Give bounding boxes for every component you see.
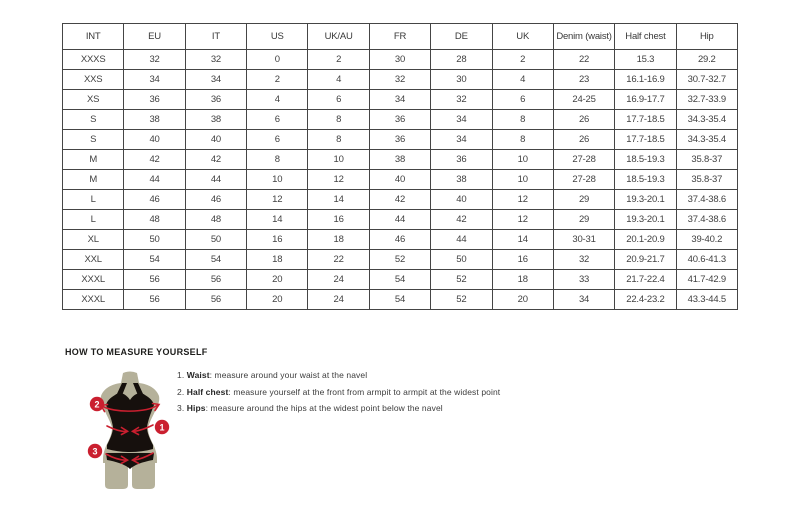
table-cell: 8 xyxy=(492,130,553,150)
table-cell: 22.4-23.2 xyxy=(615,290,676,310)
table-cell: 4 xyxy=(308,70,369,90)
table-cell: 16.9-17.7 xyxy=(615,90,676,110)
table-cell: 54 xyxy=(124,250,185,270)
table-cell: 48 xyxy=(124,210,185,230)
table-cell: 42 xyxy=(369,190,430,210)
table-cell: 43.3-44.5 xyxy=(676,290,737,310)
svg-text:3: 3 xyxy=(92,446,98,457)
table-cell: 52 xyxy=(431,290,492,310)
table-cell: 46 xyxy=(124,190,185,210)
table-row xyxy=(63,90,738,110)
table-cell: 42 xyxy=(185,150,246,170)
table-cell: 29.2 xyxy=(676,50,737,70)
table-cell: 18.5-19.3 xyxy=(615,170,676,190)
column-header: Hip xyxy=(676,24,737,50)
table-cell: S xyxy=(63,130,124,150)
table-cell: 16.1-16.9 xyxy=(615,70,676,90)
column-header: IT xyxy=(185,24,246,50)
table-cell: 44 xyxy=(124,170,185,190)
table-cell: 14 xyxy=(247,210,308,230)
column-header: Half chest xyxy=(615,24,676,50)
table-cell: 6 xyxy=(492,90,553,110)
table-cell: 40 xyxy=(369,170,430,190)
table-cell: 34 xyxy=(124,70,185,90)
table-cell: 19.3-20.1 xyxy=(615,210,676,230)
table-cell: 48 xyxy=(185,210,246,230)
table-cell: 17.7-18.5 xyxy=(615,110,676,130)
table-cell: XXS xyxy=(63,70,124,90)
table-cell: S xyxy=(63,110,124,130)
table-cell: 44 xyxy=(431,230,492,250)
table-cell: 0 xyxy=(247,50,308,70)
table-cell: 40 xyxy=(185,130,246,150)
measure-steps xyxy=(177,370,500,420)
table-cell: M xyxy=(63,170,124,190)
table-cell: 29 xyxy=(553,210,614,230)
table-cell: 44 xyxy=(369,210,430,230)
size-table-header-row xyxy=(63,24,738,50)
table-cell: 38 xyxy=(431,170,492,190)
table-cell: 36 xyxy=(185,90,246,110)
table-cell: 16 xyxy=(492,250,553,270)
table-cell: 2 xyxy=(492,50,553,70)
table-cell: 2 xyxy=(247,70,308,90)
table-cell: 54 xyxy=(369,290,430,310)
table-cell: 17.7-18.5 xyxy=(615,130,676,150)
table-cell: 42 xyxy=(431,210,492,230)
table-cell: 10 xyxy=(492,170,553,190)
table-cell: 32 xyxy=(185,50,246,70)
step-number: 2. xyxy=(177,386,187,397)
table-cell: 56 xyxy=(124,270,185,290)
table-cell: 46 xyxy=(369,230,430,250)
svg-text:1: 1 xyxy=(159,422,165,433)
table-cell: 22 xyxy=(553,50,614,70)
table-cell: 8 xyxy=(308,110,369,130)
table-cell: 26 xyxy=(553,130,614,150)
step-text: : measure yourself at the front from armpit to armpit at the widest point xyxy=(228,386,501,397)
table-cell: 23 xyxy=(553,70,614,90)
table-cell: 6 xyxy=(247,130,308,150)
table-cell: 10 xyxy=(492,150,553,170)
table-cell: 54 xyxy=(185,250,246,270)
column-header: UK xyxy=(492,24,553,50)
table-cell: XXL xyxy=(63,250,124,270)
table-cell: 10 xyxy=(308,150,369,170)
step-text: : measure around the hips at the widest point below the navel xyxy=(205,403,443,413)
step-number: 1. xyxy=(177,370,187,380)
table-cell: 15.3 xyxy=(615,50,676,70)
table-cell: 30 xyxy=(369,50,430,70)
table-cell: XXXL xyxy=(63,270,124,290)
table-cell: 41.7-42.9 xyxy=(676,270,737,290)
column-header: FR xyxy=(369,24,430,50)
table-cell: 18 xyxy=(247,250,308,270)
table-cell: XXXS xyxy=(63,50,124,70)
camisole-body xyxy=(106,393,154,452)
measure-step xyxy=(177,403,500,413)
table-cell: 34 xyxy=(553,290,614,310)
table-cell: 4 xyxy=(492,70,553,90)
table-cell: 40 xyxy=(124,130,185,150)
table-cell: 30-31 xyxy=(553,230,614,250)
column-header: EU xyxy=(124,24,185,50)
table-cell: 38 xyxy=(185,110,246,130)
table-cell: 32 xyxy=(431,90,492,110)
table-row xyxy=(63,130,738,150)
measure-heading: HOW TO MEASURE YOURSELF xyxy=(65,347,208,357)
table-cell: XXXL xyxy=(63,290,124,310)
step-label: Hips xyxy=(186,403,206,413)
table-cell: 12 xyxy=(492,210,553,230)
table-cell: 10 xyxy=(247,170,308,190)
step-text: : measure around your waist at the navel xyxy=(209,370,368,380)
table-cell: 56 xyxy=(124,290,185,310)
table-cell: 20.1-20.9 xyxy=(615,230,676,250)
step-label: Waist xyxy=(186,370,210,380)
table-cell: 26 xyxy=(553,110,614,130)
table-cell: 34 xyxy=(369,90,430,110)
table-cell: 18 xyxy=(308,230,369,250)
table-cell: 34 xyxy=(185,70,246,90)
table-row xyxy=(63,150,738,170)
table-cell: 12 xyxy=(308,170,369,190)
table-cell: 24-25 xyxy=(553,90,614,110)
table-cell: M xyxy=(63,150,124,170)
table-cell: 56 xyxy=(185,290,246,310)
column-header: INT xyxy=(63,24,124,50)
table-cell: 39-40.2 xyxy=(676,230,737,250)
table-cell: 27-28 xyxy=(553,150,614,170)
table-cell: 12 xyxy=(492,190,553,210)
table-cell: 42 xyxy=(124,150,185,170)
table-cell: 40.6-41.3 xyxy=(676,250,737,270)
column-header: UK/AU xyxy=(308,24,369,50)
table-cell: 56 xyxy=(185,270,246,290)
table-cell: 50 xyxy=(185,230,246,250)
measure-step xyxy=(177,370,500,380)
table-row xyxy=(63,270,738,290)
table-cell: 19.3-20.1 xyxy=(615,190,676,210)
table-cell: 34 xyxy=(431,130,492,150)
table-cell: XS xyxy=(63,90,124,110)
table-cell: 8 xyxy=(308,130,369,150)
table-cell: 37.4-38.6 xyxy=(676,190,737,210)
table-cell: 18.5-19.3 xyxy=(615,150,676,170)
table-cell: 14 xyxy=(308,190,369,210)
table-cell: 8 xyxy=(247,150,308,170)
table-row xyxy=(63,170,738,190)
table-cell: 8 xyxy=(492,110,553,130)
svg-text:2: 2 xyxy=(94,399,100,410)
table-row xyxy=(63,70,738,90)
table-cell: 20 xyxy=(247,270,308,290)
table-cell: 34.3-35.4 xyxy=(676,130,737,150)
table-cell: XL xyxy=(63,230,124,250)
table-row xyxy=(63,290,738,310)
table-cell: 20.9-21.7 xyxy=(615,250,676,270)
table-cell: 36 xyxy=(369,130,430,150)
measure-step xyxy=(177,387,500,397)
table-cell: L xyxy=(63,210,124,230)
table-cell: 36 xyxy=(369,110,430,130)
table-row xyxy=(63,50,738,70)
table-row xyxy=(63,230,738,250)
table-row xyxy=(63,190,738,210)
table-cell: 50 xyxy=(431,250,492,270)
table-cell: 36 xyxy=(124,90,185,110)
table-cell: 54 xyxy=(369,270,430,290)
column-header: DE xyxy=(431,24,492,50)
table-cell: 18 xyxy=(492,270,553,290)
table-cell: 6 xyxy=(247,110,308,130)
table-cell: 24 xyxy=(308,290,369,310)
table-cell: 37.4-38.6 xyxy=(676,210,737,230)
badge-chest xyxy=(90,397,104,411)
step-number: 3. xyxy=(177,403,187,413)
mannequin-neck xyxy=(121,372,139,384)
size-table-head xyxy=(63,24,738,50)
table-row xyxy=(63,110,738,130)
table-cell: 36 xyxy=(431,150,492,170)
table-cell: 21.7-22.4 xyxy=(615,270,676,290)
table-cell: 4 xyxy=(247,90,308,110)
table-cell: 35.8-37 xyxy=(676,170,737,190)
table-cell: 34 xyxy=(431,110,492,130)
table-cell: 44 xyxy=(185,170,246,190)
table-cell: 32 xyxy=(369,70,430,90)
table-cell: L xyxy=(63,190,124,210)
table-cell: 28 xyxy=(431,50,492,70)
table-cell: 20 xyxy=(247,290,308,310)
table-cell: 16 xyxy=(308,210,369,230)
table-cell: 52 xyxy=(431,270,492,290)
table-cell: 16 xyxy=(247,230,308,250)
column-header: Denim (waist) xyxy=(553,24,614,50)
table-cell: 52 xyxy=(369,250,430,270)
table-cell: 29 xyxy=(553,190,614,210)
table-row xyxy=(63,250,738,270)
column-header: US xyxy=(247,24,308,50)
table-cell: 50 xyxy=(124,230,185,250)
table-cell: 24 xyxy=(308,270,369,290)
step-label: Half chest xyxy=(186,386,229,397)
table-cell: 34.3-35.4 xyxy=(676,110,737,130)
table-cell: 32.7-33.9 xyxy=(676,90,737,110)
table-cell: 35.8-37 xyxy=(676,150,737,170)
table-cell: 6 xyxy=(308,90,369,110)
table-cell: 27-28 xyxy=(553,170,614,190)
size-table-body xyxy=(63,50,738,310)
table-cell: 20 xyxy=(492,290,553,310)
size-table xyxy=(62,23,738,310)
table-cell: 32 xyxy=(124,50,185,70)
table-cell: 30.7-32.7 xyxy=(676,70,737,90)
table-cell: 33 xyxy=(553,270,614,290)
table-cell: 12 xyxy=(247,190,308,210)
table-cell: 30 xyxy=(431,70,492,90)
table-cell: 32 xyxy=(553,250,614,270)
badge-waist xyxy=(155,420,169,434)
table-cell: 40 xyxy=(431,190,492,210)
table-cell: 38 xyxy=(124,110,185,130)
table-cell: 14 xyxy=(492,230,553,250)
table-cell: 22 xyxy=(308,250,369,270)
table-row xyxy=(63,210,738,230)
badge-hips xyxy=(88,444,102,458)
table-cell: 2 xyxy=(308,50,369,70)
table-cell: 46 xyxy=(185,190,246,210)
table-cell: 38 xyxy=(369,150,430,170)
